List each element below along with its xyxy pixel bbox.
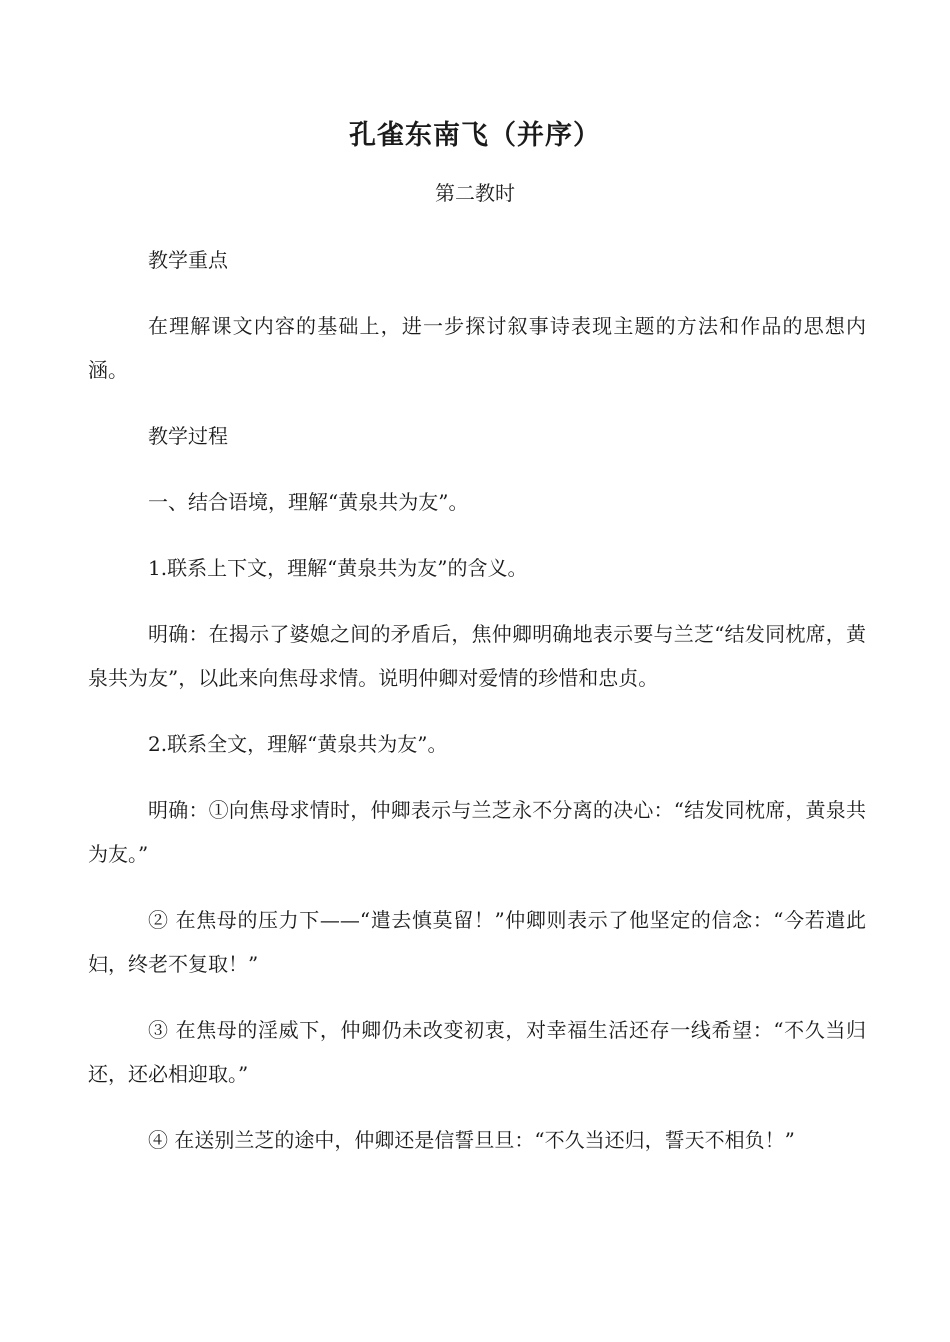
heading-teaching-process: 教学过程 [148,424,228,448]
paragraph-teaching-focus: 在理解课文内容的基础上，进一步探讨叙事诗表现主题的方法和作品的思想内涵。 [88,314,866,382]
answer-2-point-1: 明确：①向焦母求情时，仲卿表示与兰芝永不分离的决心：“结发同枕席，黄泉共为友。” [88,798,866,866]
heading-teaching-focus: 教学重点 [148,248,228,272]
answer-1: 明确：在揭示了婆媳之间的矛盾后，焦仲卿明确地表示要与兰芝“结发同枕席，黄泉共为友”，以此来向焦母求情。说明仲卿对爱情的珍惜和忠贞。 [88,622,866,690]
question-1: 1.联系上下文，理解“黄泉共为友”的含义。 [148,556,528,580]
answer-2-point-2: ② 在焦母的压力下——“遣去慎莫留！”仲卿则表示了他坚定的信念：“今若遣此妇，终老不复取！” [88,908,866,976]
answer-2-point-4: ④ 在送别兰芝的途中，仲卿还是信誓旦旦：“不久当还归，誓天不相负！” [148,1128,795,1152]
document-title: 孔雀东南飞（并序） [349,120,601,151]
answer-2-point-3: ③ 在焦母的淫威下，仲卿仍未改变初衷，对幸福生活还存一线希望：“不久当归还，还必相迎取。” [88,1018,866,1086]
document-subtitle: 第二教时 [435,181,515,205]
section-heading-1: 一、结合语境，理解“黄泉共为友”。 [148,490,469,514]
question-2: 2.联系全文，理解“黄泉共为友”。 [148,732,448,756]
